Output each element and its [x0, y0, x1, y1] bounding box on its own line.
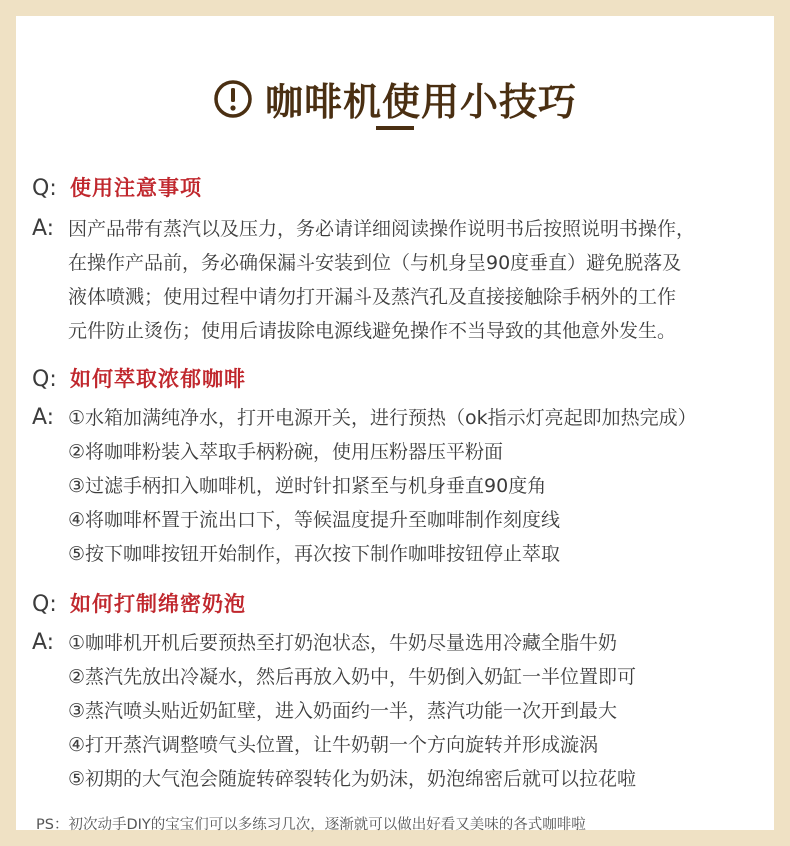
exclamation-circle-icon	[213, 79, 253, 119]
question-row	[32, 588, 772, 622]
answer-line: ④将咖啡杯置于流出口下，等候温度提升至咖啡制作刻度线	[68, 509, 561, 531]
answer-text	[68, 626, 772, 796]
title-row	[16, 71, 774, 126]
title-underline	[376, 126, 414, 130]
answer-line: ④打开蒸汽调整喷气头位置，让牛奶朝一个方向旋转并形成漩涡	[68, 734, 599, 756]
section-precautions	[32, 172, 772, 348]
answer-line: ③过滤手柄扣入咖啡机，逆时针扣紧至与机身垂直90度角	[68, 475, 547, 497]
question-marker: Q:	[32, 367, 57, 392]
answer-line: 液体喷溅；使用过程中请勿打开漏斗及蒸汽孔及直接接触除手柄外的工作	[68, 286, 677, 308]
answer-line: ②将咖啡粉装入萃取手柄粉碗，使用压粉器压平粉面	[68, 441, 504, 463]
answer-line: ⑤初期的大气泡会随旋转碎裂转化为奶沫，奶泡绵密后就可以拉花啦	[68, 768, 637, 790]
section-milk-foam	[32, 588, 772, 796]
answer-marker: A:	[32, 630, 55, 655]
answer-line: 因产品带有蒸汽以及压力，务必请详细阅读操作说明书后按照说明书操作，	[68, 218, 696, 240]
answer-row	[32, 212, 772, 348]
answer-text	[68, 212, 772, 348]
question-text: 如何萃取浓郁咖啡	[70, 367, 246, 391]
answer-line: 在操作产品前，务必确保漏斗安装到位（与机身呈90度垂直）避免脱落及	[68, 252, 682, 274]
answer-row	[32, 626, 772, 796]
question-text: 使用注意事项	[70, 176, 202, 200]
answer-row	[32, 401, 772, 571]
ps-note: PS：初次动手DIY的宝宝们可以多练习几次，逐渐就可以做出好看又美味的各式咖啡啦	[36, 817, 586, 833]
answer-line: ⑤按下咖啡按钮开始制作，再次按下制作咖啡按钮停止萃取	[68, 543, 561, 565]
question-marker: Q:	[32, 176, 57, 201]
page-title: 咖啡机使用小技巧	[264, 80, 577, 124]
answer-text	[68, 401, 772, 571]
question-row	[32, 363, 772, 397]
answer-line: ①水箱加满纯净水，打开电源开关，进行预热（ok指示灯亮起即加热完成）	[68, 407, 697, 429]
content-card	[16, 16, 774, 833]
question-row	[32, 172, 772, 206]
answer-marker: A:	[32, 216, 55, 241]
answer-line: ①咖啡机开机后要预热至打奶泡状态，牛奶尽量选用冷藏全脂牛奶	[68, 632, 618, 654]
answer-line: 元件防止烫伤；使用后请拔除电源线避免操作不当导致的其他意外发生。	[68, 320, 677, 342]
answer-marker: A:	[32, 405, 55, 430]
question-marker: Q:	[32, 592, 57, 617]
question-text: 如何打制绵密奶泡	[70, 592, 246, 616]
answer-line: ②蒸汽先放出冷凝水，然后再放入奶中，牛奶倒入奶缸一半位置即可	[68, 666, 637, 688]
section-brewing	[32, 363, 772, 571]
answer-line: ③蒸汽喷头贴近奶缸壁，进入奶面约一半，蒸汽功能一次开到最大	[68, 700, 618, 722]
